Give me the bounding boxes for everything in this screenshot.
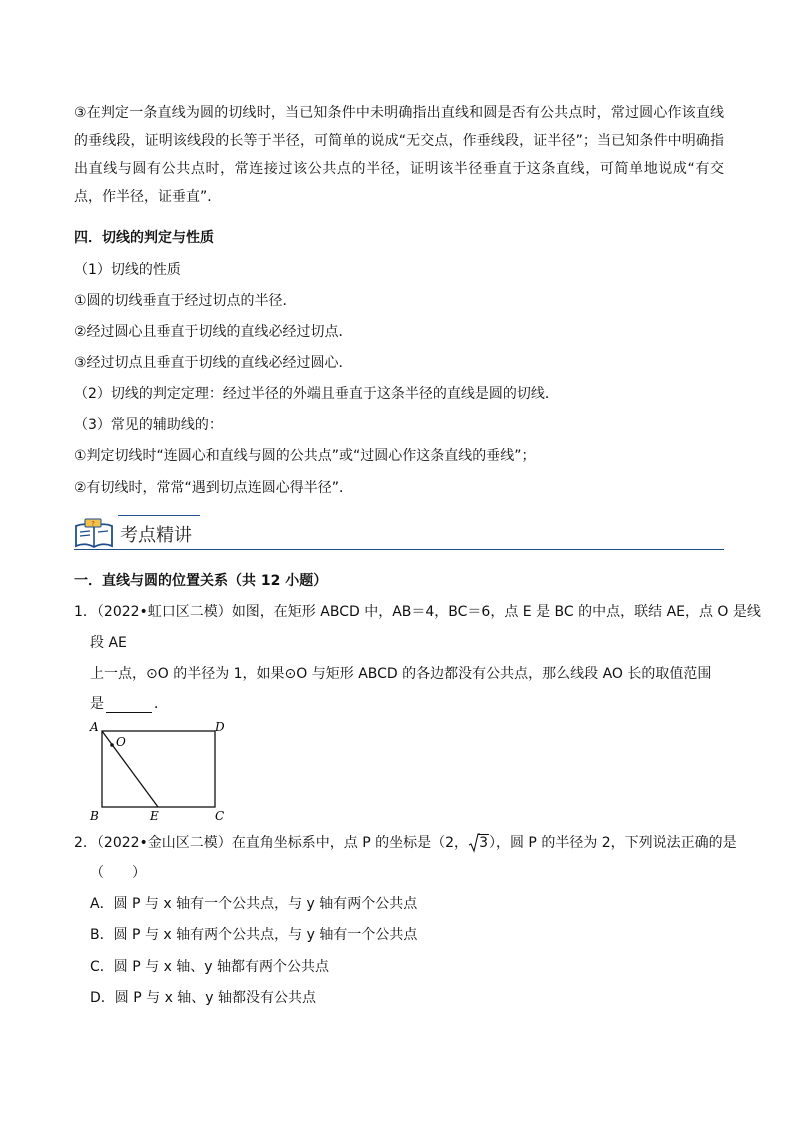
intro-paragraph: ③在判定一条直线为圆的切线时，当已知条件中未明确指出直线和圆是否有公共点时，常过圆心作该直线的垂线段，证明该线段的长等于半径，可简单的说成“无交点，作垂线段，证半径”；当已知条件中明确指出直线与圆有公共点时，常连接过该公共点的半径，证明该半径垂直于这条直线，可简单地说成“有交点，作半径，证垂直”． bbox=[74, 105, 724, 205]
segment-ae bbox=[102, 731, 158, 807]
answer-blank[interactable] bbox=[106, 698, 152, 713]
subheading-2: （2）切线的判定定理：经过半径的外端且垂直于这条半径的直线是圆的切线． bbox=[74, 386, 559, 402]
question-source: （2022•金山区二模） bbox=[96, 835, 232, 851]
question-1-line-2: 段 AE bbox=[90, 635, 127, 651]
question-source: （2022•虹口区二模） bbox=[96, 604, 232, 620]
list-item: ②经过圆心且垂直于切线的直线必经过切点． bbox=[74, 324, 353, 340]
option-b[interactable]: B．圆 P 与 x 轴有两个公共点，与 y 轴有一个公共点 bbox=[90, 927, 418, 943]
label-b: B bbox=[90, 809, 99, 823]
label-d: D bbox=[215, 720, 225, 734]
question-1-line-3: 上一点，⊙O 的半径为 1，如果⊙O 与矩形 ABCD 的各边都没有公共点，那么线段 AO 长的取值范围 bbox=[90, 666, 712, 682]
label-e: E bbox=[150, 809, 159, 823]
svg-text:?: ? bbox=[91, 520, 95, 528]
answer-paren: （ ） bbox=[90, 865, 146, 881]
question-number: 2． bbox=[74, 835, 97, 851]
sqrt-expression: 3 bbox=[468, 835, 489, 851]
list-item: ①圆的切线垂直于经过切点的半径． bbox=[74, 293, 297, 309]
subheading-1: （1）切线的性质 bbox=[74, 262, 181, 278]
part-heading: 一．直线与圆的位置关系（共 12 小题） bbox=[74, 573, 328, 589]
option-a[interactable]: A．圆 P 与 x 轴有一个公共点，与 y 轴有两个公共点 bbox=[90, 896, 418, 912]
label-c: C bbox=[215, 809, 225, 823]
label-o: O bbox=[116, 735, 126, 749]
point-o bbox=[110, 743, 114, 747]
banner-title: 考点精讲 bbox=[120, 525, 192, 546]
list-item: ①判定切线时“连圆心和直线与圆的公共点”或“过圆心作这条直线的垂线”； bbox=[74, 448, 536, 464]
option-c[interactable]: C．圆 P 与 x 轴、y 轴都有两个公共点 bbox=[90, 959, 330, 975]
question-1-line-1 bbox=[74, 601, 761, 621]
subheading-3: （3）常见的辅助线的： bbox=[74, 417, 223, 433]
rectangle-figure bbox=[86, 716, 236, 824]
question-2-line-1: 2．（2022•金山区二模）在直角坐标系中，点 P 的坐标是（2， 3），圆 P 的半径为 2，下列说法正确的是 bbox=[74, 835, 737, 851]
banner-rule bbox=[74, 549, 724, 550]
question-number: 1． bbox=[74, 604, 97, 620]
section-heading: 四．切线的判定与性质 bbox=[74, 230, 214, 246]
list-item: ③经过切点且垂直于切线的直线必经过圆心． bbox=[74, 355, 353, 371]
label-a: A bbox=[90, 720, 99, 734]
banner-rule-top bbox=[118, 515, 200, 516]
question-text: 如图，在矩形 ABCD 中，AB＝4，BC＝6，点 E 是 BC 的中点，联结 AE，点 O 是线 bbox=[231, 604, 761, 620]
list-item: ②有切线时，常常“遇到切点连圆心得半径”． bbox=[74, 480, 354, 496]
option-d[interactable]: D．圆 P 与 x 轴、y 轴都没有公共点 bbox=[90, 990, 317, 1006]
question-1-line-4: 是 ． bbox=[90, 696, 168, 712]
